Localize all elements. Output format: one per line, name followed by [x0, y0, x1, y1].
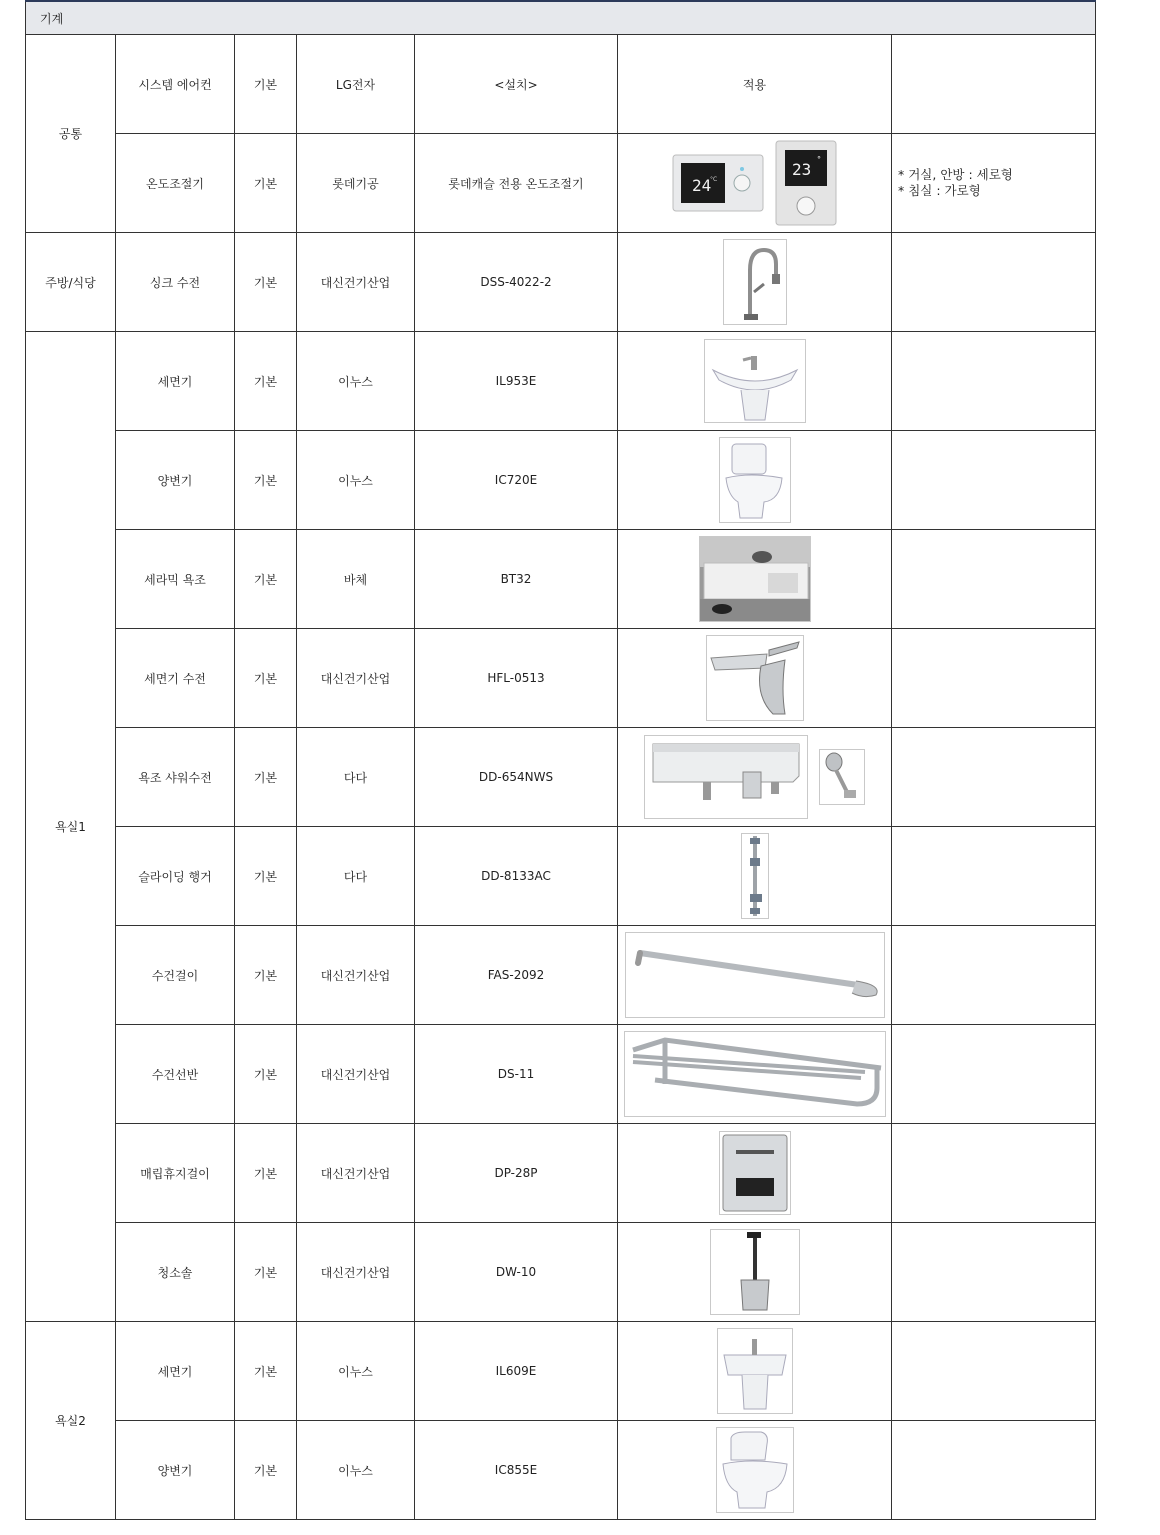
note — [892, 233, 1096, 332]
maker: 롯데기공 — [297, 134, 415, 233]
washbasin-icon — [717, 1328, 793, 1414]
product-image-cell — [618, 332, 892, 431]
product-image-cell — [618, 1421, 892, 1520]
grade: 기본 — [235, 1322, 297, 1421]
note — [892, 35, 1096, 134]
note-line: * 침실 : 가로형 — [898, 183, 981, 198]
model: FAS-2092 — [415, 926, 618, 1025]
table-row — [26, 35, 1096, 134]
spec-table — [25, 0, 1096, 1520]
maker: 대신건기산업 — [297, 1124, 415, 1223]
note — [892, 926, 1096, 1025]
product-image-cell — [618, 926, 892, 1025]
toilet-icon — [719, 437, 791, 523]
note — [892, 728, 1096, 827]
model: DD-654NWS — [415, 728, 618, 827]
note — [892, 827, 1096, 926]
table-row — [26, 431, 1096, 530]
section-header — [26, 1, 1096, 35]
maker: 이누스 — [297, 332, 415, 431]
item-name: 세면기 — [116, 332, 235, 431]
group-label: 욕실2 — [26, 1322, 116, 1520]
table-row — [26, 1322, 1096, 1421]
toilet-brush-icon — [710, 1229, 800, 1315]
model: IL609E — [415, 1322, 618, 1421]
maker: 이누스 — [297, 1322, 415, 1421]
grade: 기본 — [235, 1421, 297, 1520]
grade: 기본 — [235, 629, 297, 728]
table-row — [26, 332, 1096, 431]
product-image-cell — [618, 1322, 892, 1421]
toilet-icon — [716, 1427, 794, 1513]
maker: 대신건기산업 — [297, 926, 415, 1025]
item-name: 싱크 수전 — [116, 233, 235, 332]
table-row — [26, 629, 1096, 728]
item-name: 세라믹 욕조 — [116, 530, 235, 629]
tissue-holder-icon — [719, 1131, 791, 1215]
bathtub-icon — [699, 536, 811, 622]
thermostat-vertical-icon — [775, 140, 837, 226]
grade: 기본 — [235, 1025, 297, 1124]
product-image-cell — [618, 1124, 892, 1223]
grade: 기본 — [235, 728, 297, 827]
item-name: 매립휴지걸이 — [116, 1124, 235, 1223]
note — [892, 134, 1096, 233]
model: DS-11 — [415, 1025, 618, 1124]
grade: 기본 — [235, 332, 297, 431]
table-row — [26, 728, 1096, 827]
grade: 기본 — [235, 1124, 297, 1223]
item-name: 청소솔 — [116, 1223, 235, 1322]
table-row — [26, 233, 1096, 332]
note — [892, 332, 1096, 431]
grade: 기본 — [235, 926, 297, 1025]
table-row — [26, 530, 1096, 629]
svg-text:°C: °C — [709, 176, 717, 183]
apply: 적용 — [618, 35, 892, 134]
maker: 이누스 — [297, 431, 415, 530]
product-image-cell — [618, 530, 892, 629]
sliding-bar-icon — [741, 833, 769, 919]
note — [892, 530, 1096, 629]
item-name: 욕조 샤워수전 — [116, 728, 235, 827]
model: <설치> — [415, 35, 618, 134]
svg-text:°: ° — [817, 155, 822, 164]
item-name: 수건걸이 — [116, 926, 235, 1025]
product-image-cell — [618, 233, 892, 332]
note — [892, 1124, 1096, 1223]
note-line: * 거실, 안방 : 세로형 — [898, 167, 1013, 182]
maker: 다다 — [297, 827, 415, 926]
table-row — [26, 1223, 1096, 1322]
model: DD-8133AC — [415, 827, 618, 926]
product-image-cell — [618, 1025, 892, 1124]
maker: 바체 — [297, 530, 415, 629]
group-label: 주방/식당 — [26, 233, 116, 332]
note — [892, 1322, 1096, 1421]
item-name: 양변기 — [116, 431, 235, 530]
grade: 기본 — [235, 431, 297, 530]
maker: 이누스 — [297, 1421, 415, 1520]
model: BT32 — [415, 530, 618, 629]
towel-shelf-icon — [624, 1031, 886, 1117]
grade: 기본 — [235, 530, 297, 629]
model: IC720E — [415, 431, 618, 530]
table-row — [26, 926, 1096, 1025]
note — [892, 1025, 1096, 1124]
model: DW-10 — [415, 1223, 618, 1322]
table-row — [26, 1124, 1096, 1223]
grade: 기본 — [235, 134, 297, 233]
grade: 기본 — [235, 35, 297, 134]
towel-bar-icon — [625, 932, 885, 1018]
table-row — [26, 134, 1096, 233]
model: IL953E — [415, 332, 618, 431]
item-name: 세면기 — [116, 1322, 235, 1421]
note — [892, 431, 1096, 530]
grade: 기본 — [235, 1223, 297, 1322]
sink-faucet-icon — [723, 239, 787, 325]
maker: 다다 — [297, 728, 415, 827]
table-row — [26, 827, 1096, 926]
item-name: 세면기 수전 — [116, 629, 235, 728]
grade: 기본 — [235, 233, 297, 332]
svg-text:24: 24 — [691, 176, 711, 195]
product-image-cell — [618, 1223, 892, 1322]
maker: 대신건기산업 — [297, 233, 415, 332]
group-label: 공통 — [26, 35, 116, 233]
model: DSS-4022-2 — [415, 233, 618, 332]
washbasin-icon — [704, 339, 806, 423]
note — [892, 1223, 1096, 1322]
grade: 기본 — [235, 827, 297, 926]
model: 롯데캐슬 전용 온도조절기 — [415, 134, 618, 233]
note — [892, 1421, 1096, 1520]
item-name: 온도조절기 — [116, 134, 235, 233]
shower-mixer-icon — [644, 735, 808, 819]
product-image-cell — [618, 827, 892, 926]
product-image-cell — [618, 629, 892, 728]
product-image-cell — [618, 134, 892, 233]
maker: 대신건기산업 — [297, 1223, 415, 1322]
group-label: 욕실1 — [26, 332, 116, 1322]
table-row — [26, 1421, 1096, 1520]
note — [892, 629, 1096, 728]
product-image-cell — [618, 728, 892, 827]
model: HFL-0513 — [415, 629, 618, 728]
maker: 대신건기산업 — [297, 629, 415, 728]
thermostat-horizontal-icon — [672, 154, 764, 212]
basin-faucet-icon — [706, 635, 804, 721]
product-image-cell — [618, 431, 892, 530]
model: DP-28P — [415, 1124, 618, 1223]
table-row — [26, 1025, 1096, 1124]
model: IC855E — [415, 1421, 618, 1520]
maker: LG전자 — [297, 35, 415, 134]
section-title: 기계 — [26, 1, 1096, 35]
svg-text:23: 23 — [792, 160, 812, 179]
item-name: 슬라이딩 행거 — [116, 827, 235, 926]
maker: 대신건기산업 — [297, 1025, 415, 1124]
item-name: 양변기 — [116, 1421, 235, 1520]
hand-shower-icon — [819, 749, 865, 805]
item-name: 시스템 에어컨 — [116, 35, 235, 134]
item-name: 수건선반 — [116, 1025, 235, 1124]
